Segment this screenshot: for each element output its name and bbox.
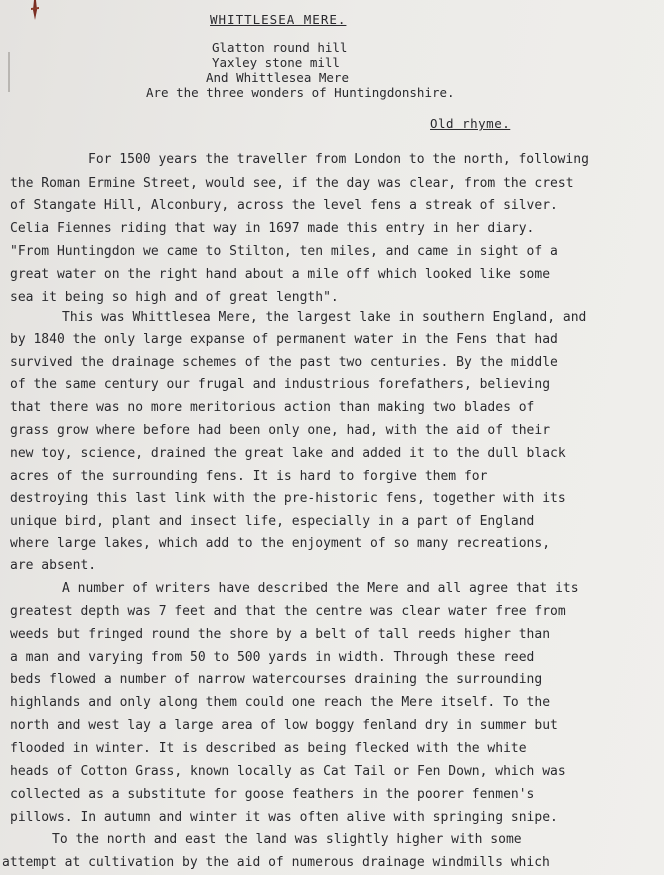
text-line: of Stangate Hill, Alconbury, across the level fens a streak of silver. bbox=[10, 198, 558, 213]
margin-line bbox=[8, 52, 10, 92]
verse-line: Yaxley stone mill bbox=[212, 55, 340, 70]
text-line: beds flowed a number of narrow watercourses draining the surrounding bbox=[10, 672, 543, 687]
text-line: attempt at cultivation by the aid of numerous drainage windmills which bbox=[2, 855, 550, 870]
text-line: great water on the right hand about a mile off which looked like some bbox=[10, 267, 551, 282]
text-line: For 1500 years the traveller from London to the north, following bbox=[88, 152, 589, 167]
text-line: To the north and east the land was slightly higher with some bbox=[52, 832, 522, 847]
text-line: highlands and only along them could one reach the Mere itself. To the bbox=[10, 695, 551, 710]
text-line: acres of the surrounding fens. It is hard to forgive them for bbox=[10, 469, 488, 484]
text-line: north and west lay a large area of low boggy fenland dry in summer but bbox=[10, 718, 558, 733]
text-line: where large lakes, which add to the enjoyment of so many recreations, bbox=[10, 536, 551, 551]
text-line: Celia Fiennes riding that way in 1697 made this entry in her diary. bbox=[10, 221, 535, 236]
text-line: survived the drainage schemes of the past two centuries. By the middle bbox=[10, 355, 558, 370]
ink-mark-icon bbox=[30, 0, 40, 22]
text-line: grass grow where before had been only one, had, with the aid of their bbox=[10, 423, 551, 438]
text-line: a man and varying from 50 to 500 yards in width. Through these reed bbox=[10, 650, 535, 665]
text-line: weeds but fringed round the shore by a belt of tall reeds higher than bbox=[10, 627, 551, 642]
text-line: are absent. bbox=[10, 558, 97, 573]
verse-line: Glatton round hill bbox=[212, 40, 348, 55]
text-line: by 1840 the only large expanse of permanent water in the Fens that had bbox=[10, 332, 558, 347]
text-line: A number of writers have described the Mere and all agree that its bbox=[62, 581, 579, 596]
text-line: "From Huntingdon we came to Stilton, ten miles, and came in sight of a bbox=[10, 244, 558, 259]
text-line: of the same century our frugal and industrious forefathers, believing bbox=[10, 377, 551, 392]
text-line: flooded in winter. It is described as being flecked with the white bbox=[10, 741, 527, 756]
text-line: heads of Cotton Grass, known locally as Cat Tail or Fen Down, which was bbox=[10, 764, 566, 779]
text-line: sea it being so high and of great length". bbox=[10, 290, 339, 305]
text-line: greatest depth was 7 feet and that the centre was clear water free from bbox=[10, 604, 566, 619]
verse-line: And Whittlesea Mere bbox=[206, 70, 349, 85]
document-title: WHITTLESEA MERE. bbox=[210, 12, 347, 27]
text-line: the Roman Ermine Street, would see, if the day was clear, from the crest bbox=[10, 176, 574, 191]
text-line: unique bird, plant and insect life, especially in a part of England bbox=[10, 514, 535, 529]
text-line: new toy, science, drained the great lake and added it to the dull black bbox=[10, 446, 566, 461]
text-line: pillows. In autumn and winter it was often alive with springing snipe. bbox=[10, 810, 558, 825]
text-line: This was Whittlesea Mere, the largest lake in southern England, and bbox=[62, 310, 587, 325]
text-line: collected as a substitute for goose feathers in the poorer fenmen's bbox=[10, 787, 535, 802]
verse-line: Are the three wonders of Huntingdonshire. bbox=[146, 85, 455, 100]
text-line: destroying this last link with the pre-historic fens, together with its bbox=[10, 491, 566, 506]
text-line: that there was no more meritorious action than making two blades of bbox=[10, 400, 535, 415]
verse-attribution: Old rhyme. bbox=[430, 116, 511, 131]
